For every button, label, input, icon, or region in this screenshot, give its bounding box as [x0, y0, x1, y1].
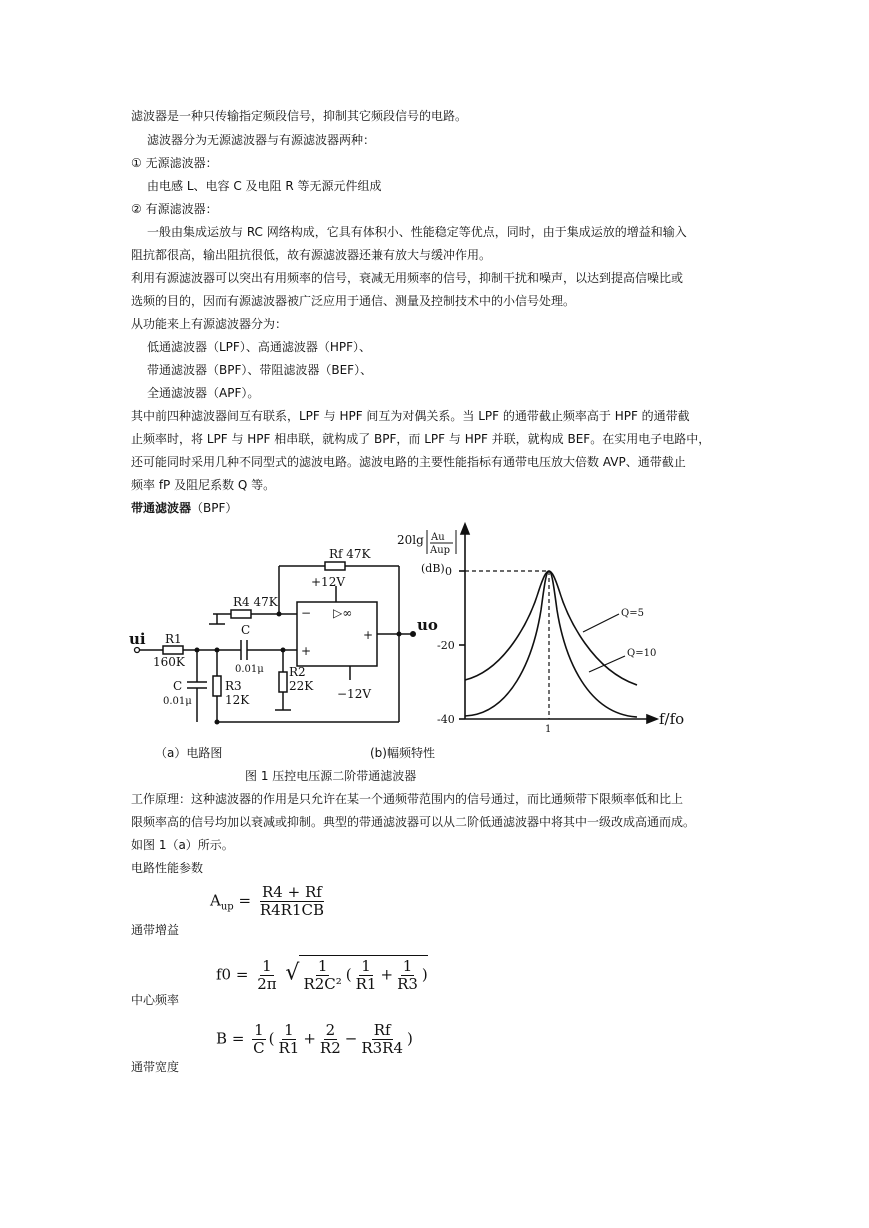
f0-t2-num: 1 — [402, 957, 413, 975]
f0-twopi: 2π — [257, 975, 277, 993]
f0-formula: f0 = $\frac{1}{2\pi}$ √ $\frac{1}{\text{R2C²}}$ ( $\frac{1}{R1}$ + $\frac{1}{R3}$ ) — [216, 957, 428, 993]
passive-filter-heading: ① 无源滤波器： — [131, 156, 218, 170]
ytick-40: -40 — [437, 713, 455, 726]
section-heading-rest: （BPF） — [191, 501, 238, 515]
opamp-symbol: ▷∞ — [333, 606, 353, 620]
r1-label: R1 — [165, 632, 182, 646]
filter-types-line: 滤波器分为无源滤波器与有源滤波器两种： — [147, 133, 376, 147]
plot-xlabel: f/fo — [659, 710, 685, 728]
c-left-value: 0.01μ — [163, 696, 192, 707]
r4-label: R4 47K — [233, 595, 278, 609]
center-label: 中心频率 — [131, 993, 180, 1007]
active-filter-use-2: 选频的目的，因而有源滤波器被广泛应用于通信、测量及控制技术中的小信号处理。 — [131, 294, 576, 308]
caption-circuit: （a）电路图 — [155, 746, 223, 760]
ui-label: ui — [129, 630, 146, 648]
gain-lhs: A — [210, 891, 221, 910]
active-filter-use-1: 利用有源滤波器可以突出有用频率的信号，衰减无用频率的信号，抑制干扰和噪声，以达到提高信噪比或 — [131, 271, 684, 285]
series-q10 — [465, 571, 637, 717]
f0-inner-den: R2C² — [303, 975, 342, 993]
b-t2-den: R2 — [319, 1039, 341, 1057]
c-left-label: C — [173, 679, 183, 693]
gain-lhs-sub: up — [220, 901, 234, 913]
class-list-1: 低通滤波器（LPF）、高通滤波器（HPF）、 — [147, 340, 371, 354]
class-list-3: 全通滤波器（APF）。 — [147, 386, 260, 400]
b-lhs: B — [216, 1029, 228, 1048]
b-c: C — [253, 1039, 265, 1057]
f0-lhs: f0 — [216, 965, 232, 984]
function-classes-line: 从功能来上有源滤波器分为： — [131, 317, 288, 331]
f0-t1-den: R1 — [355, 975, 377, 993]
section-heading — [131, 500, 237, 516]
opamp-plus-out: + — [363, 628, 374, 642]
b-t1-num: 1 — [284, 1021, 294, 1039]
c-top-value: 0.01μ — [235, 664, 264, 675]
relation-paragraph-2: 止频率时，将 LPF 与 HPF 相串联，就构成了 BPF，而 LPF 与 HPF 并联，就构成 BEF。在实用电子电路中， — [131, 432, 711, 446]
gain-formula: $A_{up}$ = $\frac{R4 + Rf}{R4R1CB}$ — [210, 883, 324, 919]
f0-t2-den: R3 — [397, 975, 418, 993]
b-t3-num: Rf — [373, 1021, 391, 1039]
intro-paragraph: 滤波器是一种只传输指定频段信号，抑制其它频段信号的电路。 — [131, 109, 468, 123]
active-filter-heading: ② 有源滤波器： — [131, 202, 218, 216]
class-list-2: 带通滤波器（BPF）、带阻滤波器（BEF）、 — [147, 363, 373, 377]
plot-ylabel-den: Aup — [430, 545, 451, 556]
xtick-1: 1 — [545, 724, 552, 735]
b-one: 1 — [254, 1021, 264, 1039]
label-q5: Q=5 — [621, 608, 644, 619]
r1-value: 160K — [153, 655, 185, 669]
plot-ylabel-num: Au — [431, 532, 445, 543]
opamp-plus-in: + — [301, 644, 312, 658]
gain-label: 通带增益 — [131, 923, 180, 937]
performance-heading: 电路性能参数 — [131, 861, 204, 875]
r3-label: R3 — [225, 679, 242, 693]
plot-ylabel-db: 20lg — [397, 533, 424, 547]
bw-label: 通带宽度 — [131, 1060, 180, 1074]
uo-label: uo — [417, 616, 438, 634]
label-q10: Q=10 — [627, 648, 657, 659]
v-pos-label: +12V — [311, 575, 345, 589]
principle-paragraph-2: 限频率高的信号均加以衰减或抑制。典型的带通滤波器可以从二阶低通滤波器中将其中一级改成高通而成。 — [131, 815, 696, 829]
figure-1 — [125, 520, 685, 740]
r2-label: R2 — [289, 665, 306, 679]
c-top-label: C — [241, 623, 251, 637]
bw-formula: B = $\frac{1}{C}$ ( $\frac{1}{R1}$ + $\frac{2}{R2}$ − $\frac{Rf}{R3R4}$ ) — [216, 1021, 413, 1057]
b-t1-den: R1 — [278, 1039, 300, 1057]
r3-value: 12K — [225, 693, 250, 707]
f0-one: 1 — [262, 957, 272, 975]
f0-inner-num: 1 — [317, 957, 328, 975]
principle-paragraph-3: 如图 1（a）所示。 — [131, 838, 234, 852]
passive-filter-desc: 由电感 L、电容 C 及电阻 R 等无源元件组成 — [147, 179, 382, 193]
series-q5 — [465, 571, 637, 685]
active-filter-desc-1: 一般由集成运放与 RC 网络构成，它具有体积小、性能稳定等优点，同时，由于集成运放的增益和输入 — [147, 225, 687, 239]
principle-paragraph-1: 工作原理：这种滤波器的作用是只允许在某一个通频带范围内的信号通过，而比通频带下限频率低和比上 — [131, 792, 684, 806]
b-t3-den: R3R4 — [361, 1039, 404, 1057]
relation-paragraph-4: 频率 fP 及阻尼系数 Q 等。 — [131, 478, 276, 492]
active-filter-desc-2: 阻抗都很高，输出阻抗很低，故有源滤波器还兼有放大与缓冲作用。 — [131, 248, 492, 262]
ytick-20: -20 — [437, 639, 455, 652]
v-neg-label: −12V — [337, 687, 371, 701]
section-heading-bold: 带通滤波器 — [131, 501, 192, 515]
figure-caption: 图 1 压控电压源二阶带通滤波器 — [245, 769, 417, 783]
opamp-minus: − — [301, 606, 312, 620]
r2-value: 22K — [289, 679, 314, 693]
relation-paragraph-1: 其中前四种滤波器间互有联系，LPF 与 HPF 间互为对偶关系。当 LPF 的通带截止频率高于 HPF 的通带截 — [131, 409, 690, 423]
caption-response: (b)幅频特性 — [370, 746, 435, 760]
relation-paragraph-3: 还可能同时采用几种不同型式的滤波电路。滤波电路的主要性能指标有通带电压放大倍数 AVP、通带截止 — [131, 455, 686, 469]
plot-unit: (dB) — [421, 562, 445, 575]
gain-denominator: R4R1CB — [259, 901, 324, 919]
b-t2-num: 2 — [325, 1021, 336, 1039]
f0-t1-num: 1 — [361, 957, 371, 975]
rf-label: Rf 47K — [329, 547, 371, 561]
ytick-0: 0 — [445, 565, 452, 578]
gain-numerator: R4 + Rf — [262, 883, 322, 901]
